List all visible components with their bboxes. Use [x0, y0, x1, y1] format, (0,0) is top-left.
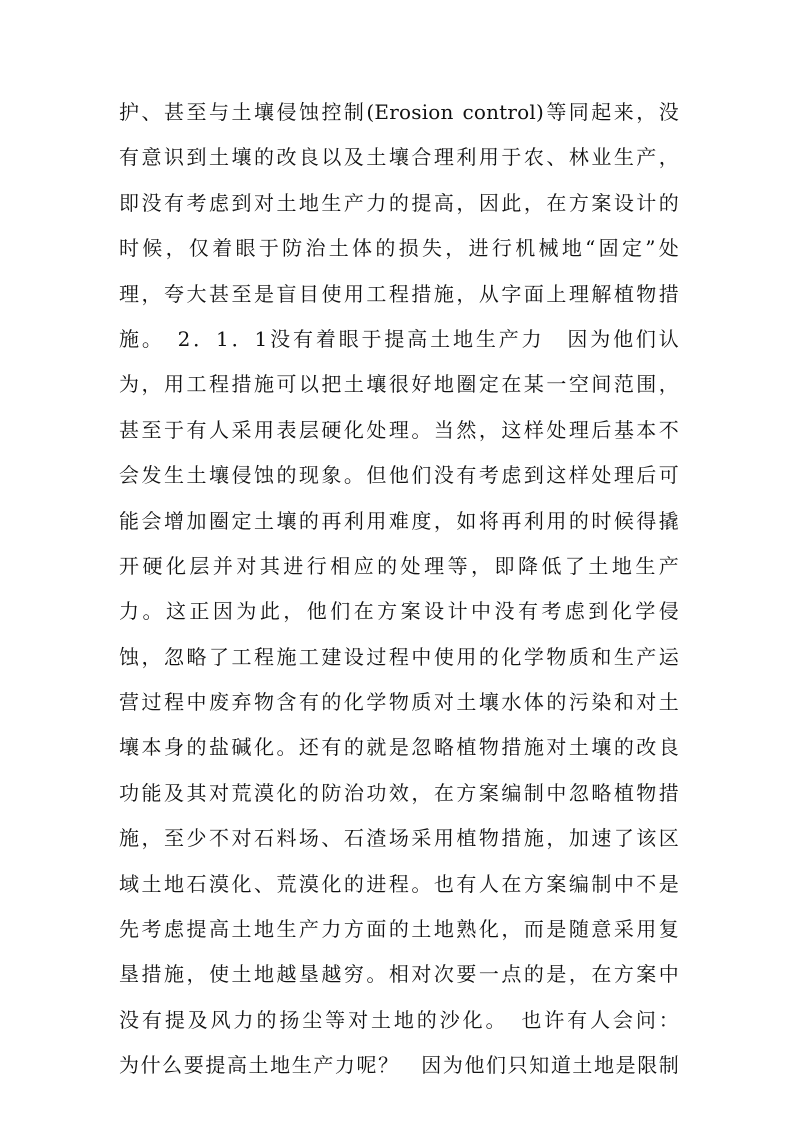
text-line: 会发生土壤侵蚀的现象。但他们没有考虑到这样处理后可 — [119, 463, 679, 488]
text-line: 有意识到土壤的改良以及土壤合理利用于农、林业生产， — [119, 145, 679, 170]
text-line: 力。这正因为此，他们在方案设计中没有考虑到化学侵 — [119, 599, 679, 624]
text-line: 为什么要提高土地生产力呢？ 因为他们只知道土地是限制 — [119, 1053, 679, 1078]
text-line: 开硬化层并对其进行相应的处理等，即降低了土地生产 — [119, 553, 679, 578]
text-line: 施。 2．1．1没有着眼于提高土地生产力 因为他们认 — [119, 326, 679, 351]
text-line: 域土地石漠化、荒漠化的进程。也有人在方案编制中不是 — [119, 871, 679, 896]
text-line: 营过程中废弃物含有的化学物质对土壤水体的污染和对土 — [119, 690, 679, 715]
text-line: 即没有考虑到对土地生产力的提高，因此，在方案设计的 — [119, 190, 679, 215]
body-text — [119, 90, 679, 1089]
text-line: 没有提及风力的扬尘等对土地的沙化。 也许有人会问： — [119, 1007, 679, 1032]
text-line: 功能及其对荒漠化的防治功效，在方案编制中忽略植物措 — [119, 780, 679, 805]
text-line: 为，用工程措施可以把土壤很好地圈定在某一空间范围， — [119, 372, 679, 397]
text-line: 蚀，忽略了工程施工建设过程中使用的化学物质和生产运 — [119, 644, 679, 669]
text-line: 壤本身的盐碱化。还有的就是忽略植物措施对土壤的改良 — [119, 735, 679, 760]
text-line: 甚至于有人采用表层硬化处理。当然，这样处理后基本不 — [119, 417, 679, 442]
text-line: 时候，仅着眼于防治土体的损失，进行机械地“固定”处 — [119, 236, 679, 261]
text-line: 理，夸大甚至是盲目使用工程措施，从字面上理解植物措 — [119, 281, 679, 306]
text-line: 先考虑提高土地生产力方面的土地熟化，而是随意采用复 — [119, 917, 679, 942]
text-line: 能会增加圈定土壤的再利用难度，如将再利用的时候得撬 — [119, 508, 679, 533]
text-line: 垦措施，使土地越垦越穷。相对次要一点的是，在方案中 — [119, 962, 679, 987]
text-line: 施，至少不对石料场、石渣场采用植物措施，加速了该区 — [119, 826, 679, 851]
text-line: 护、甚至与土壤侵蚀控制(Erosion control)等同起来，没 — [119, 100, 679, 124]
